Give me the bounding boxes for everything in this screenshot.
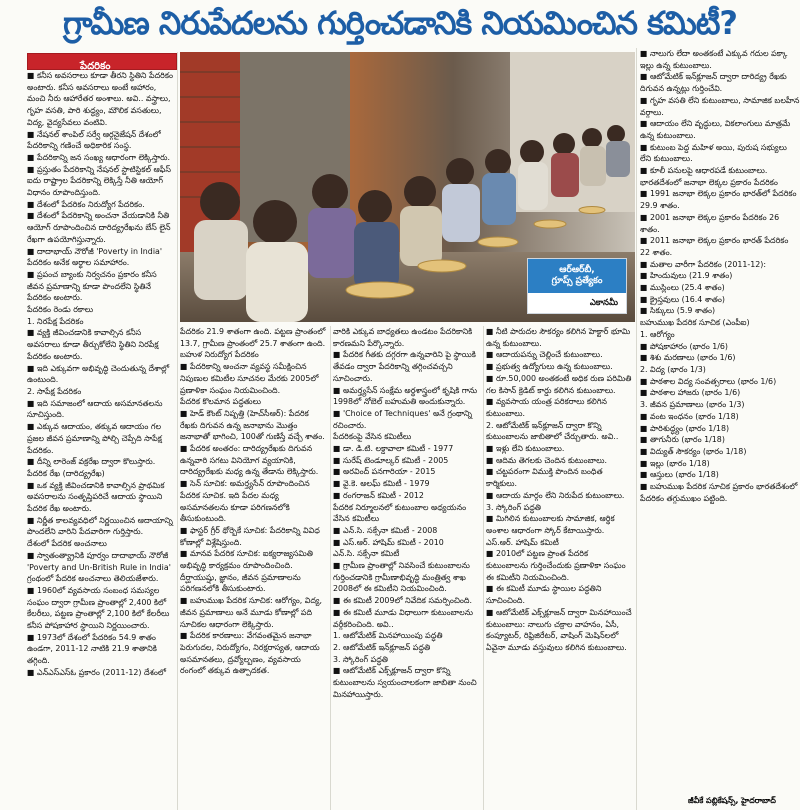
column-divider [177,52,178,810]
text-column-5 [640,48,800,810]
series-branding-box [527,258,627,314]
branding-subject: ఎకానమీ [589,298,618,308]
column-5-text: ■ నాలుగు లేదా అంతకంటే ఎక్కువ గదుల పక్కా ఇల్లు ఉన్న కుటుంబాలు. ■ ఆటోమేటిక్ ఇన్‌క్లూజన్ ద్వారా దారిద్య్ర రేఖకు దిగువన ఉన్నట్లు గుర్తించేవి. ■ గృహ వసతి లేని కుటుంబాలు, సామాజిక బలహీన వర్గాలు. ■ ఆదాయం లేని వృద్ధులు, వికలాంగులు మాత్రమే ఉన్న కుటుంబాలు. ■ కుటుంబ పెద్ద మహిళ అయి, పురుష సభ్యులు లేని కుటుంబాలు. ■ కూలీ పనులపై ఆధారపడే కుటుంబాలు. భారతదేశంలో జనాభా లెక్కల ప్రకారం పేదరికం ■ 1991 జనాభా లెక్కల ప్రకారం భారత్‌లో పేదరికం 29.9 శాతం. ■ 2001 జనాభా లెక్కల ప్రకారం పేదరికం 26 శాతం. ■ 2011 జనాభా లెక్కల ప్రకారం భారత్ పేదరికం 22 శాతం. ■ మతాల వారీగా పేదరికం (2011-12): ■ హిందువులు (21.9 శాతం) ■ ముస్లింలు (25.4 శాతం) ■ క్రైస్తవులు (16.4 శాతం) ■ సిక్కులు (5.9 శాతం) బహుముఖ పేదరిక సూచిక (ఎంపీఐ) 1. ఆరోగ్యం ■ పోషకాహారం (భారం 1/6) ■ శిశు మరణాలు (భారం 1/6) 2. విద్య (భారం 1/3) ■ పాఠశాల విద్య సంవత్సరాలు (భారం 1/6) ■ పాఠశాల హాజరు (భారం 1/6) 3. జీవన ప్రమాణాలు (భారం 1/3) ■ వంట ఇంధనం (భారం 1/18) ■ పారిశుద్ధ్యం (భారం 1/18) ■ తాగునీరు (భారం 1/18) ■ విద్యుత్ సౌకర్యం (భారం 1/18) ■ ఇల్లు (భారం 1/18) ■ ఆస్తులు (భారం 1/18) ■ బహుముఖ పేదరిక సూచిక ప్రకారం భారతదేశంలో పేదరికం తగ్గుముఖం పట్టింది. [640,49,800,503]
text-column-3 [333,326,481,810]
text-column-1 [27,70,175,810]
publisher-credit: జీవీకే పబ్లికేషన్స్, హైదరాబాద్ [688,796,776,805]
section-label-text: పేదరికం [80,61,111,72]
column-divider [636,48,637,810]
text-column-2 [180,326,328,810]
column-1-text: ■ కనీస అవసరాలు కూడా తీరని స్థితిని పేదరికం అంటారు. కనీస అవసరాలు అంటే ఆహారం, మంచి నీరు ఆహారేతర అంశాలు. అవి.. వస్త్రాలు, గృహ వసతి, పారి శుద్ధ్యం, మౌలిక వసతులు, విద్య, వైద్యసేవలు వంటివి. ■ నేషనల్ శాంపిల్ సర్వే ఆర్గనైజేషన్ దేశంలో పేదరికాన్ని గణించే అధికారిక సంస్థ. ■ పేదరికాన్ని జన సంఖ్య ఆధారంగా లెక్కిస్తారు. ■ ప్రస్తుతం పేదరికాన్ని నేషనల్ స్టాటిస్టికల్ ఆఫీస్ ఐదు రాష్ట్రాల పేదరికాన్ని లెక్కిస్తే నీతి ఆయోగ్ విధానం రూపొందిస్తుంది. ■ దేశంలో పేదరికం నిరుద్యోగ పేదరికం. ■ దేశంలో పేదరికాన్ని అంచనా వేయడానికి నీతి ఆయోగ్ రూపొందించిన దారిద్య్రరేఖను బేస్ లైన్ రేఖగా ఉపయోగిస్తున్నారు. ■ దాదాభాయ్ నౌరోజీ 'Poverty in India' పేదరికం అనేక అర్థాల సమాహారం. ■ ప్రపంచ బ్యాంకు నిర్వచనం ప్రకారం కనీస జీవన ప్రమాణాన్ని కూడా పొందలేని స్థితినే పేదరికం అంటారు. పేదరికం రెండు రకాలు 1. నిరపేక్ష పేదరికం ■ వ్యక్తి జీవించడానికి కావాల్సిన కనీస అవసరాలు కూడా తీర్చుకోలేని స్థితిని నిరపేక్ష పేదరికం అంటారు. ■ ఇది ఎక్కువగా అభివృద్ధి చెందుతున్న దేశాల్లో ఉంటుంది. 2. సాపేక్ష పేదరికం ■ ఇది సమాజంలో ఆదాయ అసమానతలను సూచిస్తుంది. ■ ఎక్కువ ఆదాయం, తక్కువ ఆదాయం గల ప్రజల జీవన ప్రమాణాన్ని పోల్చి చెప్పేది సాపేక్ష పేదరికం. ■ దీన్ని లారెంజ్ వక్రరేఖ ద్వారా కొలుస్తారు. పేదరిక రేఖ (దారిద్య్రరేఖ) ■ ఒక వ్యక్తి జీవించడానికి కావాల్సిన ప్రాథమిక అవసరాలను సంతృప్తిపరిచే ఆదాయ స్థాయిని పేదరిక రేఖ అంటారు. ■ నిర్ణీత కాలవ్యవధిలో నిర్ణయించిన ఆదాయాన్ని పొందలేని వారిని పేదవారిగా గుర్తిస్తారు. దేశంలో పేదరిక అంచనాలు ■ స్వాతంత్య్రానికి పూర్వం దాదాభాయ్ నౌరోజీ 'Poverty and Un-British Rule in India' గ్రంథంలో పేదరిక అంచనాలు తెలియజేశారు. ■ 1960లో వ్యవసాయ సంబంధ సమస్యల సంఘం ద్వారా గ్రామీణ ప్రాంతాల్లో 2,400 కిలో కేలరీలు, పట్టణ ప్రాంతాల్లో 2,100 కిలో కేలరీలు కనీస పోషకాహార స్థాయిని నిర్ణయించారు. ■ 1973లో దేశంలో పేదరికం 54.9 శాతం ఉండగా, 2011-12 నాటికి 21.9 శాతానికి తగ్గింది. ■ ఎన్‌ఎస్‌ఎస్ఓ ప్రకారం (2011-12) దేశంలో [27,71,173,677]
branding-line-2: గ్రూప్స్ ప్రత్యేకం [551,276,603,286]
section-label [27,53,177,70]
column-3-text: వారికి ఎక్కువ బాధ్యతలు ఉండటం పేదరికానికి కారణమని పేర్కొన్నారు. ■ పేదరిక గీతకు దగ్గరగా ఉన్నవారిని పై స్థాయికి తేవడం ద్వారా పేదరికాన్ని తగ్గించవచ్చని సూచించారు. ■ అమర్త్యసేన్ సంక్షేమ అర్థశాస్త్రంలో కృషికి గాను 1998లో నోబెల్ బహుమతి అందుకున్నారు. ■ 'Choice of Techniques' అనే గ్రంథాన్ని రచించారు. పేదరికంపై వేసిన కమిటీలు ■ డా. డి.టి. లక్డావాలా కమిటీ - 1977 ■ సురేష్ టెండూల్కర్ కమిటీ - 2005 ■ అరవింద్ పనగారియా - 2015 ■ వై.కె. అలఘ్ కమిటీ - 1979 ■ రంగరాజన్ కమిటీ - 2012 పేదరిక నిర్మూలనలో కుటుంబాల అధ్యయనం వేసిన కమిటీలు ■ ఎన్.సి. సక్సేనా కమిటీ - 2008 ■ ఎస్.ఆర్. హాషిమ్ కమిటీ - 2010 ఎన్.సి. సక్సేనా కమిటీ ■ గ్రామీణ ప్రాంతాల్లో నివసించే కుటుంబాలను గుర్తించడానికి గ్రామీణాభివృద్ధి మంత్రిత్వ శాఖ 2008లో ఈ కమిటీని నియమించింది. ■ ఈ కమిటీ 2009లో నివేదిక సమర్పించింది. ■ ఈ కమిటీ మూడు విధాలుగా కుటుంబాలను వర్గీకరించింది. అవి.. 1. ఆటోమేటిక్ మినహాయింపు పద్ధతి 2. ఆటోమేటిక్ ఇన్‌క్లూజన్ పద్ధతి 3. స్కోరింగ్ పద్ధతి ■ ఆటోమేటిక్ ఎక్స్‌క్లూజన్ ద్వారా కొన్ని కుటుంబాలను స్వయంచాలకంగా జాబితా నుంచి మినహాయిస్తారు. [333,327,478,699]
column-2-text: పేదరికం 21.9 శాతంగా ఉంది. పట్టణ ప్రాంతంలో 13.7, గ్రామీణ ప్రాంతంలో 25.7 శాతంగా ఉంది. బహుళ నిరుద్యోగ పేదరికం ■ పేదరికాన్ని అంచనా వ్యవస్థ సమీక్షించిన నిపుణుల కమిటీల సూచనల మేరకు 2005లో ప్రణాళికా సంఘం నియమించింది. పేదరిక కొలమాన పద్ధతులు ■ హెడ్ కౌంట్ నిష్పత్తి (హెచ్‌సీఆర్): పేదరిక రేఖకు దిగువన ఉన్న జనాభాను మొత్తం జనాభాతో భాగించి, 100తో గుణిస్తే వచ్చే శాతం. ■ పేదరిక అంతరం: దారిద్య్రరేఖకు దిగువన ఉన్నవారి సగటు వినియోగ వ్యయానికి, దారిద్య్రరేఖకు మధ్య ఉన్న తేడాను లెక్కిస్తారు. ■ సెన్ సూచిక: అమర్త్యసేన్ రూపొందించిన పేదరిక సూచిక. ఇది పేదల మధ్య అసమానతలను కూడా పరిగణనలోకి తీసుకుంటుంది. ■ ఫాస్టర్ గ్రీర్ థోర్బెకే సూచిక: పేదరికాన్ని వివిధ కోణాల్లో విశ్లేషిస్తుంది. ■ మానవ పేదరిక సూచిక: ఐక్యరాజ్యసమితి అభివృద్ధి కార్యక్రమం రూపొందించింది. దీర్ఘాయుష్షు, జ్ఞానం, జీవన ప్రమాణాలను పరిగణనలోకి తీసుకుంటారు. ■ బహుముఖ పేదరిక సూచిక: ఆరోగ్యం, విద్య, జీవన ప్రమాణాలు అనే మూడు కోణాల్లో పది సూచికల ఆధారంగా లెక్కిస్తారు. ■ పేదరిక కారణాలు: వేగవంతమైన జనాభా పెరుగుదల, నిరుద్యోగం, నిరక్షరాస్యత, ఆదాయ అసమానతలు, ద్రవ్యోల్బణం, వ్యవసాయ రంగంలో తక్కువ ఉత్పాదకత. [180,327,326,676]
column-divider [330,326,331,810]
column-divider [483,326,484,810]
branding-top [528,259,626,293]
text-column-4 [486,326,632,810]
headline: గ్రామీణ నిరుపేదలను గుర్తించడానికి నియమించిన కమిటీ? [63,4,737,42]
column-4-text: ■ నీటి పారుదల సౌకర్యం కలిగిన హెక్టార్ భూమి ఉన్న కుటుంబాలు. ■ ఆదాయపన్ను చెల్లించే కుటుంబాలు. ■ ప్రభుత్వ ఉద్యోగులు ఉన్న కుటుంబాలు. ■ రూ.50,000 అంతకంటే అధిక రుణ పరిమితి గల కిసాన్ క్రెడిట్ కార్డు కలిగిన కుటుంబాలు. ■ వ్యవసాయ యంత్ర పరికరాలు కలిగిన కుటుంబాలు. 2. ఆటోమేటిక్ ఇన్‌క్లూజన్ ద్వారా కొన్ని కుటుంబాలను జాబితాలో చేర్చుతారు. అవి.. ■ ఇళ్లు లేని కుటుంబాలు. ■ ఆదిమ తెగలకు చెందిన కుటుంబాలు. ■ చట్టపరంగా విముక్తి పొందిన బంధిత కార్మికులు. ■ ఆదాయ మార్గం లేని నిరుపేద కుటుంబాలు. 3. స్కోరింగ్ పద్ధతి ■ మిగిలిన కుటుంబాలకు సామాజిక, ఆర్థిక అంశాల ఆధారంగా స్కోర్ కేటాయిస్తారు. ఎస్.ఆర్. హాషిమ్ కమిటీ ■ 2010లో పట్టణ ప్రాంత పేదరిక కుటుంబాలను గుర్తించేందుకు ప్రణాళికా సంఘం ఈ కమిటీని నియమించింది. ■ ఈ కమిటీ మూడు స్థాయిల పద్ధతిని సూచించింది. ■ ఆటోమేటిక్ ఎక్స్‌క్లూజన్ ద్వారా మినహాయించే కుటుంబాలు: నాలుగు చక్రాల వాహనం, ఏసీ, కంప్యూటర్, రిఫ్రిజిరేటర్, వాషింగ్ మెషిన్‌లలో ఏవైనా మూడు వస్తువులు కలిగిన కుటుంబాలు. [486,327,632,652]
branding-line-1: ఆర్‌ఆర్‌బీ, [559,265,595,275]
